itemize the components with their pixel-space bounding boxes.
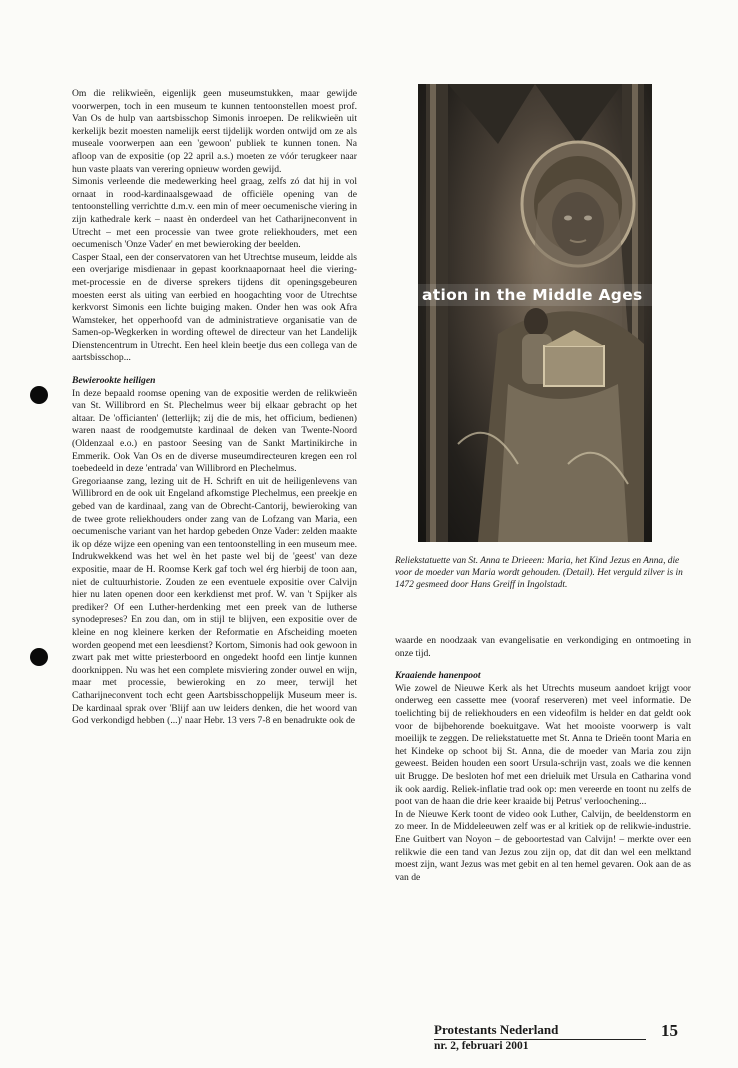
right-column	[395, 635, 691, 884]
paragraph: In de Nieuwe Kerk toont de video ook Luther, Calvijn, de beeldenstorm en zo meer. In de Middeleeuwen zelf was er al kritiek op de relikwie-industrie. Ene Guitbert van Noyon – de geboortestad van Calvijn! – merkte over een relikwie die een tand van Jezus zou zijn op, dat dit dan wel een melktand moest zijn, want Jezus was met gebit en al ten hemel gevaren. Ook aan de as van de	[395, 808, 691, 883]
paragraph: Casper Staal, een der conservatoren van het Utrechtse museum, leidde als een overjarige misdienaar in gepast koorknaapornaat heel die viering-met-processie en de diverse sprekers tijdens dit openingsgebeuren moesten eerst als uiting van eerbied en hoogachting voor de Utrechtse kerkvorst Simonis een lichte buiging maken. Onder hen was ook Afra Wamsteker, het opperhoofd van de administratieve organisatie van de Samen-op-Wegkerken in wording oftewel de directeur van het Landelijk Dienstencentrum in Utrecht. Een heel klein beetje dus een collega van de aartsbisschop...	[72, 251, 357, 364]
punch-hole-bottom	[30, 648, 48, 666]
subheading-bewierookte-heiligen: Bewierookte heiligen	[72, 375, 156, 387]
paragraph: waarde en noodzaak van evangelisatie en verkondiging en ontmoeting in onze tijd.	[395, 635, 691, 659]
paragraph: Om die relikwieën, eigenlijk geen museumstukken, maar gewijde voorwerpen, toch in een museum te kunnen tentoonstellen moest prof. Van Os de hulp van aartsbisschop Simonis inroepen. De relikwieën uit kerkelijk bezit moesten namelijk eerst tijdelijk worden ontwijd om ze als museale voorwerpen aan een 'gewoon' publiek te kunnen tonen. Na afloop van de expositie (op 22 april a.s.) moeten ze vóór terugkeer naar hun vaste plaats van verering opnieuw worden gewijd.	[72, 88, 357, 175]
paragraph: In deze bepaald roomse opening van de expositie werden de relikwieën van St. Willibrord en St. Plechelmus weer bij elkaar gebracht op het altaar. De 'officianten' (letterlijk; zij die de mis, het officium, bedienen) waren naast de roodgemutste kardinaal de deken van Twente-Noord (Oldenzaal e.o.) en pastoor Seesing van de Sankt Martinikirche in Emmerik. Ook Van Os en de diverse museumdirecteuren kregen een rol toebedeeld in deze 'entrada' van Willibrord en Plechelmus.	[72, 387, 357, 475]
reliquary-photo	[418, 84, 652, 542]
paragraph: Simonis verleende die medewerking heel graag, zelfs zó dat hij in vol ornaat in rood-kardinaalsgewaad de officiële opening van de tentoonstelling verrichtte d.m.v. een min of meer oecumenische viering in zijn kathedrale kerk – naast èn onderdeel van het Catharijneconvent in Utrecht – met een processie van twee grote reliekhouders, met een oecumenisch 'Onze Vader' en met bewieroking der beelden.	[72, 176, 357, 251]
reliquary-statuette-image	[418, 84, 652, 542]
punch-hole-top	[30, 386, 48, 404]
subheading-kraaiende-hanenpoot: Kraaiende hanenpoot	[395, 670, 481, 682]
paragraph: Wie zowel de Nieuwe Kerk als het Utrechts museum aandoet krijgt voor onderweg een cassette mee (vooraf reserveren) met veel informatie. De toelichting bij de reliekhouders en een videofilm is helder en dat geldt ook voor de bijbehorende boekuitgave. Wat het mooiste voorwerp is valt moeilijk te zeggen. De reliekstatuette met St. Anna te Drieën toont Maria en het Kindeke op schoot bij St. Anna, die de moeder van Maria zou zijn geweest. Beiden houden een soort Ursula-schrijn vast, zoals we die kennen uit Brugge. De besloten hof met een drieluik met Ursula en Catharina vond ik ook aardig. Reliek-inflatie trad ook op: men vereerde en toont nu zelfs de poot van de haan die drie keer kraaide bij Petrus' verloochening...	[395, 682, 691, 808]
page-number: 15	[661, 1021, 678, 1040]
publication-title: Protestants Nederland	[434, 1022, 646, 1040]
left-column	[72, 88, 357, 728]
paragraph: Gregoriaanse zang, lezing uit de H. Schrift en uit de heiligenlevens van Willibrord en de ook uit Engeland afkomstige Plechelmus, een preekje en gebed van de kardinaal, zang van de Obrecht-Cantorij, bewieroking van de twee grote reliekhouders onder zang van de Lofzang van Maria, een oecumenische variant van het hardop gebeden Onze Vader: zelden maakte ik op déze wijze een opening van een tentoonstelling in een museum mee. Indrukwekkend was het wel èn het paste wel bij de 'geest' van deze expositie, maar de H. Roomse Kerk gaf toch wel érg hierbij de toon aan, niet de cultuurhistorie. Zouden ze een eventuele expositie over Calvijn hier nu laten openen door een kerkdienst met prof. W. van 't Spijker als prediker? Of een Luther-herdenking met een preek van de lutherse synodepreses? En zou dan, om in stijl te blijven, een expositie over de kleine en nog kleinere kerken der Reformatie en Afscheiding moeten worden geopend met een leesdienst? Kortom, Simonis had ook gewoon in zwart pak met witte priesterboord en ongedekt hoofd een lintje kunnen doorknippen. Nu was het een complete misviering zonder ouwel en wijn, maar met processie, bewieroking en zo meer, terwijl het Catharijneconvent toch echt geen Aartsbisschoppelijk Museum meer is. De kardinaal sprak over 'Blijf aan uw leiders denken, die het woord van God verkondigd hebben (...)' naar Hebr. 13 vers 7-8 en benadrukte ook de	[72, 475, 357, 727]
issue-date: nr. 2, februari 2001	[434, 1040, 529, 1052]
photo-banner-text: ation in the Middle Ages	[418, 284, 652, 306]
photo-caption: Reliekstatuette van St. Anna te Drieeen: Maria, het Kind Jezus en Anna, die voor de moeder van Maria wordt gehouden. (Detail). Het verguld zilver is in 1472 gesmeed door Hans Greiff in Ingolstadt.	[395, 556, 683, 590]
